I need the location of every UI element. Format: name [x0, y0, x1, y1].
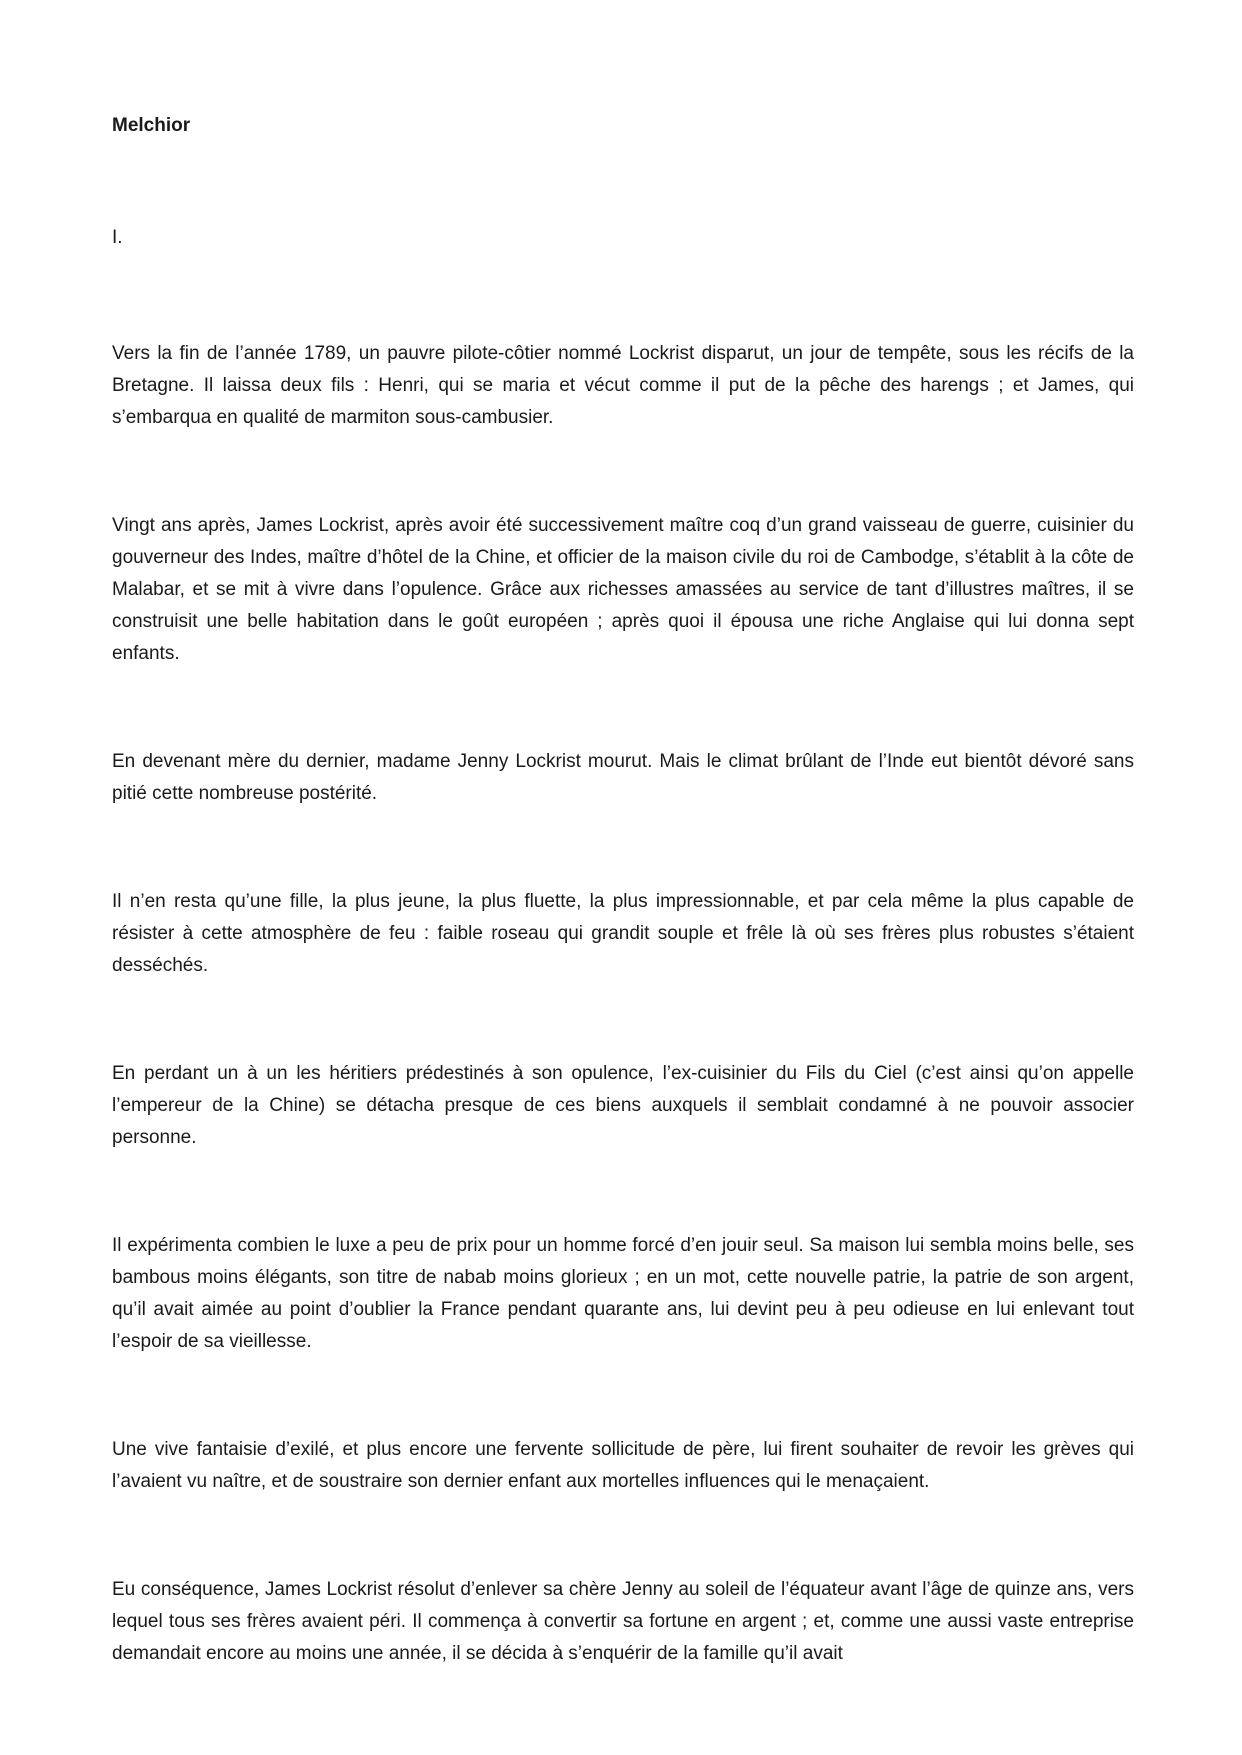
paragraph-2: Vingt ans après, James Lockrist, après avoir été successivement maître coq d’un grand vaisseau de guerre, cuisinier du gouverneur des Indes, maître d’hôtel de la Chine, et officier de la maison civile du roi de Cambodge, s’établit à la côte de Malabar, et se mit à vivre dans l’opulence. Grâce aux richesses amassées au service de tant d’illustres maîtres, il se construisit une belle habitation dans le goût européen ; après quoi il épousa une riche Anglaise qui lui donna sept enfants.: [112, 515, 1134, 664]
paragraph-7: Une vive fantaisie d’exilé, et plus encore une fervente sollicitude de père, lui firent souhaiter de revoir les grèves qui l’avaient vu naître, et de soustraire son dernier enfant aux mortelles influences qui le menaçaient.: [112, 1439, 1134, 1492]
paragraph-5: En perdant un à un les héritiers prédestinés à son opulence, l’ex-cuisinier du Fils du Ciel (c’est ainsi qu’on appelle l’empereur de la Chine) se détacha presque de ces biens auxquels il semblait condamné à ne pouvoir associer personne.: [112, 1063, 1134, 1148]
paragraph-8: Eu conséquence, James Lockrist résolut d’enlever sa chère Jenny au soleil de l’équateur avant l’âge de quinze ans, vers lequel tous ses frères avaient péri. Il commença à convertir sa fortune en argent ; et, comme une aussi vaste entreprise demandait encore au moins une année, il se décida à s’enquérir de la famille qu’il avait: [112, 1579, 1134, 1664]
document-title: Melchior: [112, 115, 191, 136]
section-number: I.: [112, 227, 123, 248]
paragraph-4: Il n’en resta qu’une fille, la plus jeune, la plus fluette, la plus impressionnable, et par cela même la plus capable de résister à cette atmosphère de feu : faible roseau qui grandit souple et frêle là où ses frères plus robustes s’étaient desséchés.: [112, 891, 1134, 976]
document-body: [112, 112, 1134, 1746]
paragraph-3: En devenant mère du dernier, madame Jenny Lockrist mourut. Mais le climat brûlant de l’Inde eut bientôt dévoré sans pitié cette nombreuse postérité.: [112, 751, 1134, 804]
paragraph-6: Il expérimenta combien le luxe a peu de prix pour un homme forcé d’en jouir seul. Sa maison lui sembla moins belle, ses bambous moins élégants, son titre de nabab moins glorieux ; en un mot, cette nouvelle patrie, la patrie de son argent, qu’il avait aimée au point d’oublier la France pendant quarante ans, lui devint peu à peu odieuse en lui enlevant tout l’espoir de sa vieillesse.: [112, 1235, 1134, 1352]
paragraph-1: Vers la fin de l’année 1789, un pauvre pilote-côtier nommé Lockrist disparut, un jour de tempête, sous les récifs de la Bretagne. Il laissa deux fils : Henri, qui se maria et vécut comme il put de la pêche des harengs ; et James, qui s’embarqua en qualité de marmiton sous-cambusier.: [112, 343, 1134, 428]
